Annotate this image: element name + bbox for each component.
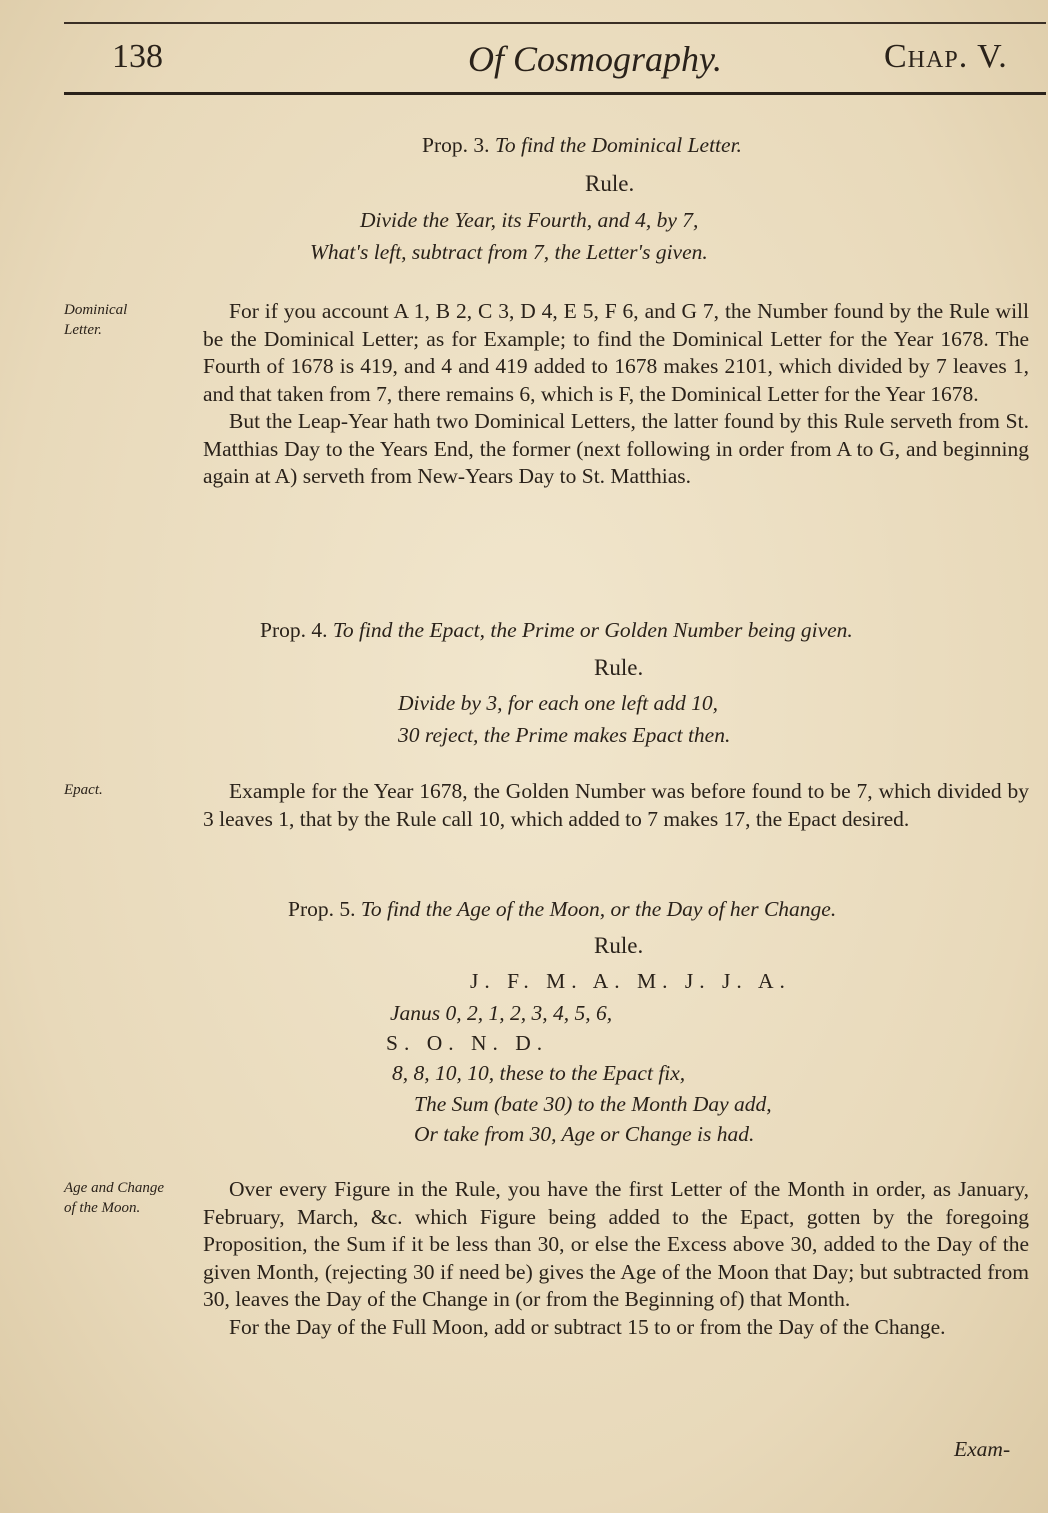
prop4-rule-label: Rule. [594,655,644,680]
prop3-heading-title: To find the Dominical Letter. [494,133,742,157]
prop4-heading-prefix: Prop. 4. [260,618,328,642]
prop5-month-letters-2: S. O. N. D. [386,1031,549,1055]
margin-note-line: Letter. [64,322,102,338]
margin-note-dominical [64,300,127,340]
prop5-heading [288,896,836,923]
header-bottom-rule [64,92,1046,95]
prop5-heading-title: To find the Age of the Moon, or the Day of her Change. [360,897,837,921]
margin-note-line: Dominical [64,302,128,318]
margin-note-epact [64,780,103,800]
prop4-verse-line-1: Divide by 3, for each one left add 10, [398,691,719,715]
prop5-heading-prefix: Prop. 5. [288,897,356,921]
age-section [203,1176,1029,1341]
prop3-heading [422,132,742,159]
dominical-section [203,298,1029,491]
prop3-verse-line-1: Divide the Year, its Fourth, and 4, by 7, [360,208,699,232]
header-top-rule [64,22,1046,24]
margin-note-line: Age and Change [64,1180,164,1196]
margin-note-age [64,1178,164,1218]
age-paragraph-1: Over every Figure in the Rule, you have the first Letter of the Month in order, as January, February, March, &c. which Figure being added to the Epact, gotten by the foregoing Proposition, the Sum if it be less than 30, or else the Excess above 30, added to the Day of the given Month, (rejecting 30 if need be) gives the Age of the Moon that Day; but subtracted from 30, leaves the Day of the Change in (or from the Beginning of) that Month. [203,1177,1029,1311]
dominical-paragraph-2: But the Leap-Year hath two Dominical Letters, the latter found by this Rule serveth from St. Matthias Day to the Years End, the former (next following in order from A to G, and beginning again at A) serveth from New-Years Day to St. Matthias. [203,409,1029,488]
running-title: Of Cosmography. [468,39,723,79]
catchword: Exam- [954,1437,1011,1461]
margin-note-line: Epact. [64,782,103,798]
epact-paragraph: Example for the Year 1678, the Golden Number was before found to be 7, which divided by 3 leaves 1, that by the Rule call 10, which added to 7 makes 17, the Epact desired. [203,779,1029,831]
prop4-heading-title: To find the Epact, the Prime or Golden Number being given. [332,618,853,642]
prop5-rule-label: Rule. [594,933,644,958]
prop4-verse-line-2: 30 reject, the Prime makes Epact then. [398,723,731,747]
prop3-heading-prefix: Prop. 3. [422,133,490,157]
prop5-verse-figures-1: Janus 0, 2, 1, 2, 3, 4, 5, 6, [390,1001,613,1025]
prop5-verse-line-6: Or take from 30, Age or Change is had. [414,1122,755,1146]
epact-section [203,778,1029,833]
prop5-month-letters-1: J. F. M. A. M. J. J. A. [470,969,791,993]
prop5-verse-figures-2: 8, 8, 10, 10, these to the Epact fix, [392,1061,686,1085]
dominical-paragraph-1: For if you account A 1, B 2, C 3, D 4, E 5, F 6, and G 7, the Number found by the Rule will be the Dominical Letter; as for Example; to find the Dominical Letter for the Year 1678. The Fourth of 1678 is 419, and 4 and 419 added to 1678 makes 2101, which divided by 7 leaves 1, and that taken from 7, there remains 6, which is F, the Dominical Letter for the Year 1678. [203,299,1029,406]
prop5-verse-line-5: The Sum (bate 30) to the Month Day add, [414,1092,772,1116]
page-number: 138 [112,38,163,75]
chapter-label: Chap. V. [884,38,1008,75]
age-paragraph-2: For the Day of the Full Moon, add or subtract 15 to or from the Day of the Change. [229,1314,946,1339]
prop3-rule-label: Rule. [585,171,635,196]
margin-note-line: of the Moon. [64,1200,141,1216]
prop4-heading [260,617,853,644]
prop3-verse-line-2: What's left, subtract from 7, the Letter's given. [310,240,708,264]
